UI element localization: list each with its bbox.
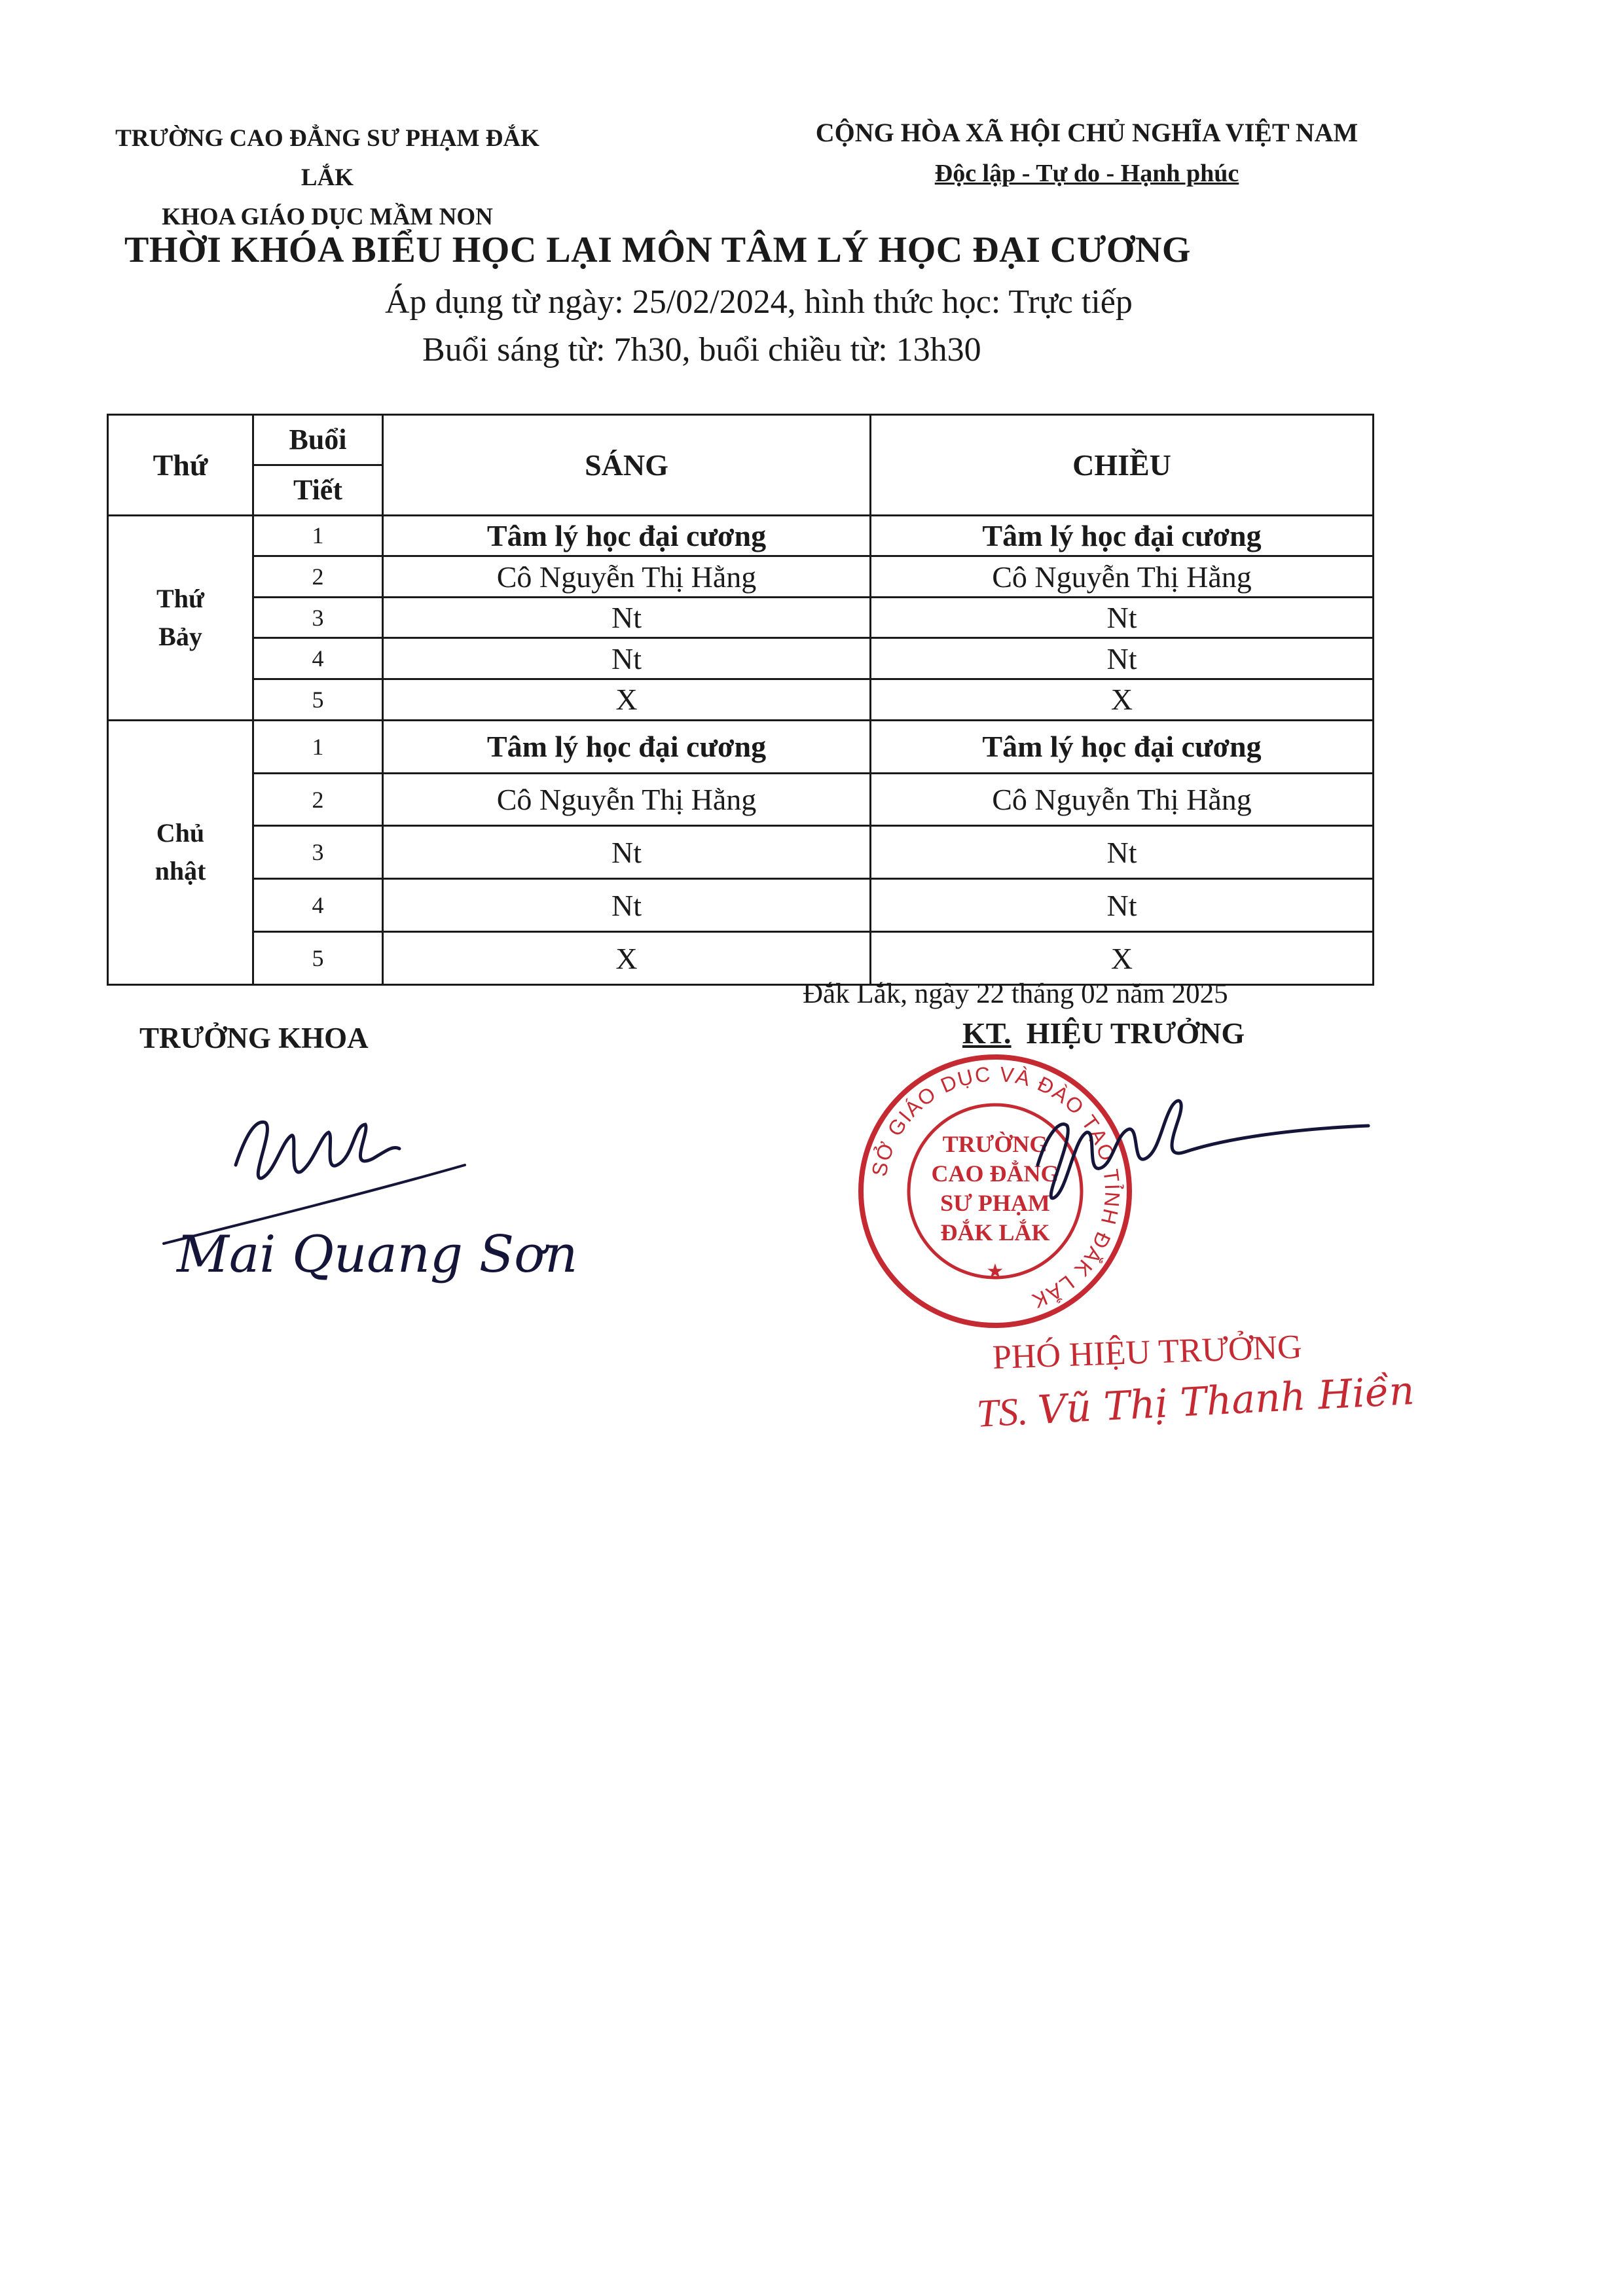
table-row [108,679,1374,721]
header-morning: SÁNG [383,415,871,516]
table-row [108,638,1374,679]
morning-cell: Tâm lý học đại cương [383,720,871,773]
table-row [108,597,1374,638]
afternoon-cell: Nt [871,826,1374,879]
timetable [107,414,1374,986]
day-label-line2: Bảy [158,621,202,651]
seal-ring-text: SỞ GIÁO DỤC VÀ ĐÀO TẠO TỈNH ĐẮK LẮK [867,1062,1125,1314]
dean-name: Mai Quang Sơn [177,1225,578,1284]
afternoon-cell: Cô Nguyễn Thị Hằng [871,556,1374,598]
period-number: 5 [253,932,383,985]
header-tiet: Tiết [253,465,383,515]
header-day: Thứ [108,415,253,516]
afternoon-cell: Tâm lý học đại cương [871,720,1374,773]
principal-title [962,1016,1245,1050]
morning-cell: Cô Nguyễn Thị Hằng [383,556,871,598]
republic-name: CỘNG HÒA XÃ HỘI CHỦ NGHĨA VIỆT NAM [815,118,1359,147]
national-header [779,113,1395,194]
day-label-line1: Chủ [156,818,205,848]
morning-cell: X [383,932,871,985]
vice-principal-signature-icon [976,1060,1381,1230]
table-row [108,932,1374,985]
vice-principal-fullname: Vũ Thị Thanh Hiền [1036,1367,1415,1434]
morning-cell: Cô Nguyễn Thị Hằng [383,773,871,826]
table-row [108,720,1374,773]
signing-date: Đắk Lắk, ngày 22 tháng 02 năm 2025 [803,978,1228,1009]
seal-line1: TRƯỜNG [942,1131,1048,1157]
afternoon-cell: Cô Nguyễn Thị Hằng [871,773,1374,826]
institution-header [98,119,556,237]
day-label-line2: nhật [155,856,206,886]
svg-text:★: ★ [986,1261,1004,1282]
national-motto: Độc lập - Tự do - Hạnh phúc [934,160,1239,187]
afternoon-cell: Nt [871,879,1374,932]
day-cell-saturday [108,515,253,720]
document-title: THỜI KHÓA BIỂU HỌC LẠI MÔN TÂM LÝ HỌC ĐẠI CƯƠNG [124,230,1191,270]
morning-cell: Nt [383,826,871,879]
morning-cell: Nt [383,638,871,679]
period-number: 4 [253,638,383,679]
afternoon-cell: X [871,932,1374,985]
period-number: 5 [253,679,383,721]
period-number: 2 [253,556,383,598]
header-buoi: Buổi [253,415,383,465]
school-name: TRƯỜNG CAO ĐẲNG SƯ PHẠM ĐẮK LẮK [115,125,539,191]
seal-line2: CAO ĐẲNG [931,1160,1059,1187]
day-cell-sunday [108,720,253,984]
table-row [108,826,1374,879]
morning-cell: Nt [383,597,871,638]
period-number: 3 [253,826,383,879]
dean-title: TRƯỞNG KHOA [139,1022,369,1054]
apply-date-line: Áp dụng từ ngày: 25/02/2024, hình thức học: Trực tiếp [385,283,1133,321]
afternoon-cell: Nt [871,597,1374,638]
afternoon-cell: Tâm lý học đại cương [871,515,1374,556]
period-number: 1 [253,515,383,556]
table-row [108,556,1374,598]
morning-cell: Nt [383,879,871,932]
period-number: 2 [253,773,383,826]
afternoon-cell: X [871,679,1374,721]
kt-prefix: KT. [962,1016,1012,1050]
period-number: 3 [253,597,383,638]
day-label-line1: Thứ [156,583,204,613]
afternoon-cell: Nt [871,638,1374,679]
vice-principal-title: PHÓ HIỆU TRƯỞNG [992,1328,1303,1376]
principal-title-text: HIỆU TRƯỞNG [1026,1016,1245,1050]
morning-cell: Tâm lý học đại cương [383,515,871,556]
table-row [108,773,1374,826]
seal-line3: SƯ PHẠM [940,1190,1050,1216]
period-number: 1 [253,720,383,773]
faculty-name: KHOA GIÁO DỤC MẦM NON [162,204,493,230]
table-row [108,515,1374,556]
period-number: 4 [253,879,383,932]
seal-line4: ĐẮK LẮK [940,1219,1050,1246]
morning-cell: X [383,679,871,721]
session-time-line: Buổi sáng từ: 7h30, buổi chiều từ: 13h30 [422,331,981,368]
header-afternoon: CHIỀU [871,415,1374,516]
academic-title: TS. [976,1389,1029,1435]
vice-principal-name [976,1368,1415,1437]
table-row [108,879,1374,932]
